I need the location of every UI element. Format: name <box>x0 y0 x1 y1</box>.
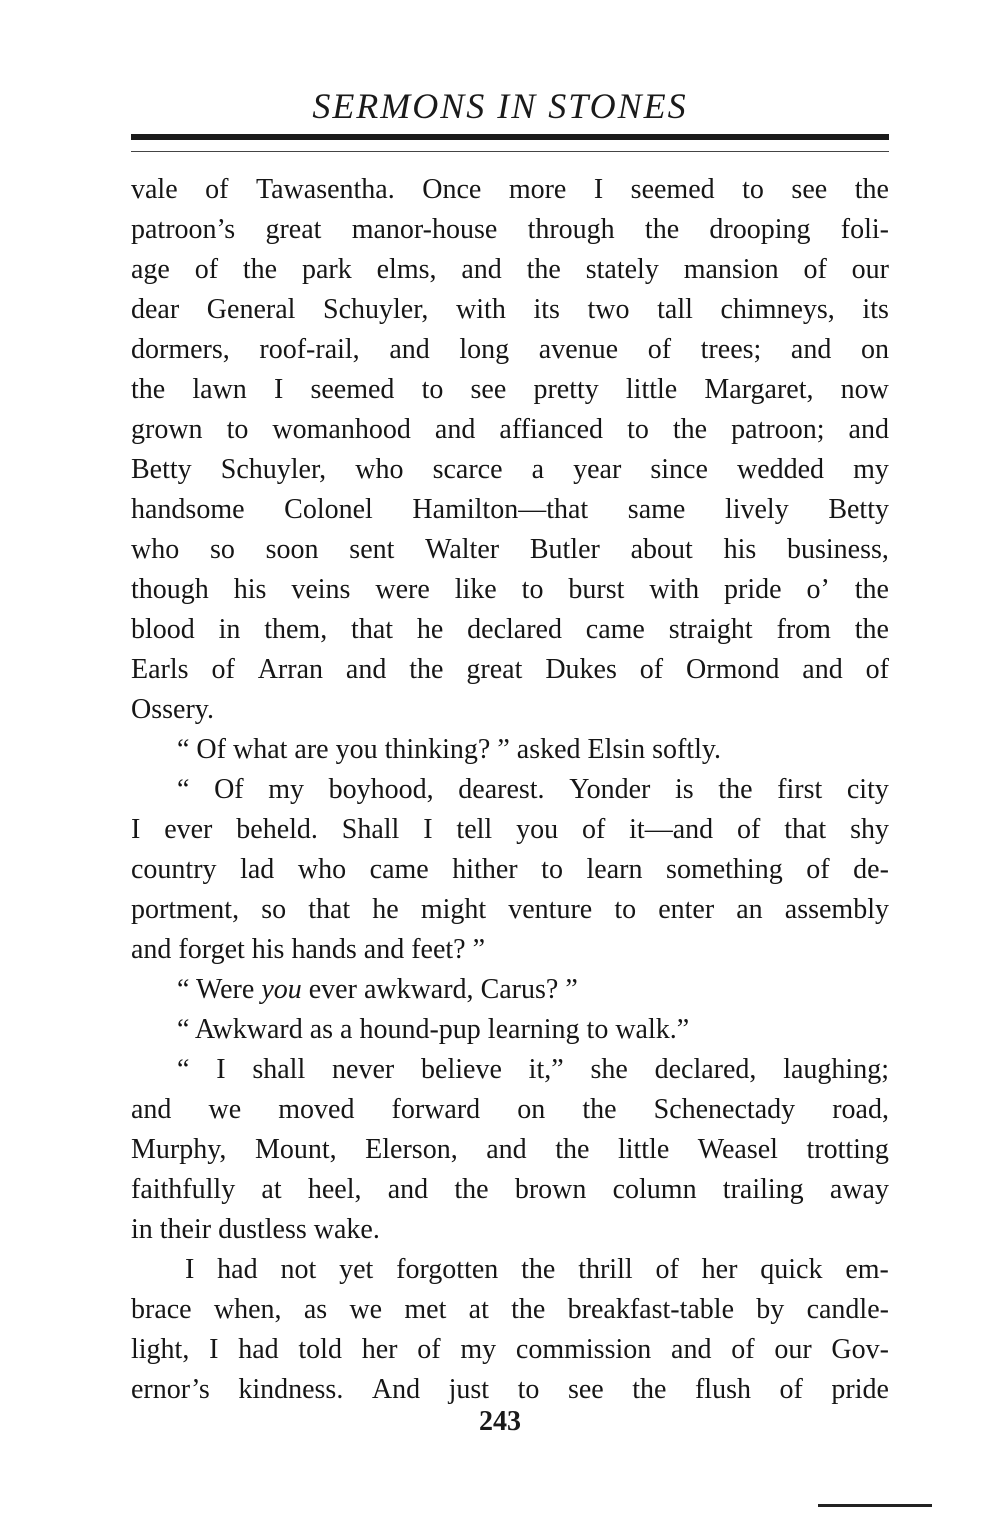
word: and <box>434 414 476 445</box>
word: shall <box>252 1054 306 1085</box>
word: roof-rail, <box>259 334 360 365</box>
word: is <box>674 774 694 805</box>
word: came <box>369 854 429 885</box>
word: candle- <box>806 1294 889 1325</box>
word: you <box>261 974 302 1005</box>
word: little <box>625 374 678 405</box>
word: affianced <box>499 414 604 445</box>
word: never <box>332 1054 395 1085</box>
running-head: SERMONS IN STONES <box>312 86 688 126</box>
word: long <box>459 334 510 365</box>
word: see <box>567 1374 604 1405</box>
word: the <box>718 774 753 805</box>
word: to <box>226 414 249 445</box>
word: an <box>736 894 763 925</box>
word: wedded <box>736 454 825 485</box>
word: of <box>655 1254 679 1285</box>
word: stately <box>585 254 659 285</box>
text-line <box>131 370 889 410</box>
word: quick <box>760 1254 823 1285</box>
word: the <box>582 1094 617 1125</box>
word: in <box>218 614 241 645</box>
word: And <box>371 1374 421 1405</box>
word: Once <box>422 174 482 205</box>
word: who <box>297 854 347 885</box>
body-text <box>131 170 889 1410</box>
word: by <box>756 1294 785 1325</box>
word: Tawasentha. <box>255 174 395 205</box>
word: to <box>627 414 649 445</box>
word: not <box>280 1254 317 1285</box>
word: of <box>417 1334 441 1365</box>
word: like <box>454 574 497 605</box>
word: trailing <box>722 1174 804 1205</box>
word: grown <box>131 414 203 445</box>
word: avenue <box>538 334 619 365</box>
word: straight <box>668 614 753 645</box>
word: of <box>806 854 830 885</box>
word: scarce <box>432 454 503 485</box>
word: heel, <box>307 1174 362 1205</box>
word: at <box>468 1294 489 1325</box>
word: of <box>779 1374 803 1405</box>
word: portment, <box>131 894 240 925</box>
word: brace <box>131 1294 192 1325</box>
word: so <box>209 534 235 565</box>
word: drooping <box>709 214 811 245</box>
word: though <box>131 574 209 605</box>
word: Dukes <box>545 654 617 685</box>
word: little <box>617 1134 670 1165</box>
word: now <box>840 374 889 405</box>
word: Were <box>195 974 255 1005</box>
word: shy <box>850 814 889 845</box>
word: of <box>731 1334 755 1365</box>
word: business, <box>787 534 889 565</box>
word: forgotten <box>396 1254 499 1285</box>
word: of <box>803 254 827 285</box>
word: Hamilton—that <box>412 494 589 525</box>
word: lively <box>724 494 789 525</box>
word: General <box>206 294 296 325</box>
word: and <box>389 334 430 365</box>
word: my <box>460 1334 497 1365</box>
word: Murphy, <box>131 1134 227 1165</box>
word: of <box>865 654 889 685</box>
word: lawn <box>192 374 247 405</box>
word: Earls <box>131 654 189 685</box>
word: trees; <box>700 334 762 365</box>
word: her <box>361 1334 398 1365</box>
word: de- <box>853 854 889 885</box>
text-line <box>131 530 889 570</box>
word: and <box>345 654 387 685</box>
text-line <box>131 970 889 1010</box>
word: forward <box>391 1094 481 1125</box>
word: to <box>421 374 444 405</box>
word: from <box>776 614 831 645</box>
word: had <box>217 1254 258 1285</box>
word: I <box>593 174 604 205</box>
word: we <box>349 1294 383 1325</box>
word: and <box>790 334 832 365</box>
word: park <box>301 254 352 285</box>
word: trotting <box>806 1134 889 1165</box>
word: enter <box>658 894 715 925</box>
word: Schenectady <box>653 1094 796 1125</box>
word: his <box>233 574 267 605</box>
word: it,” <box>528 1054 564 1085</box>
text-line <box>131 770 889 810</box>
word: she <box>590 1054 628 1085</box>
word: learn <box>586 854 643 885</box>
word: and <box>802 654 843 685</box>
text-line <box>131 1170 889 1210</box>
text-line <box>131 1330 889 1370</box>
text-line <box>131 890 889 930</box>
word: on <box>517 1094 546 1125</box>
word: column <box>612 1174 697 1205</box>
word: see <box>791 174 828 205</box>
word: about <box>630 534 693 565</box>
word: ” <box>565 974 578 1005</box>
word: laughing; <box>783 1054 889 1085</box>
word: Gov- <box>831 1334 889 1365</box>
text-line: in their dustless wake. <box>131 1214 380 1245</box>
word: our <box>851 254 889 285</box>
word: commission <box>515 1334 652 1365</box>
word: Ormond <box>686 654 780 685</box>
word: of <box>194 254 219 285</box>
word: the <box>644 214 680 245</box>
text-line <box>131 290 889 330</box>
word: told <box>298 1334 342 1365</box>
word: at <box>261 1174 282 1205</box>
word: declared, <box>654 1054 757 1085</box>
word: had <box>238 1334 279 1365</box>
word: pride <box>831 1374 889 1405</box>
word: thrill <box>578 1254 633 1285</box>
word: Carus? <box>480 974 559 1005</box>
word: yet <box>339 1254 374 1285</box>
text-line <box>131 1050 889 1090</box>
word: that <box>308 894 351 925</box>
word: Of <box>214 774 244 805</box>
word: tell <box>456 814 493 845</box>
text-line <box>131 330 889 370</box>
header-rule-thin <box>131 151 889 152</box>
word: sent <box>349 534 395 565</box>
word: with <box>649 574 700 605</box>
word: believe <box>421 1054 502 1085</box>
word: venture <box>508 894 593 925</box>
word: her <box>701 1254 738 1285</box>
text-line <box>131 570 889 610</box>
word: the <box>454 1174 489 1205</box>
text-line: and forget his hands and feet? ” <box>131 934 486 965</box>
word: Schuyler, <box>323 294 429 325</box>
page-number: 243 <box>479 1406 521 1437</box>
word: I <box>423 814 433 845</box>
word: womanhood <box>272 414 411 445</box>
word: first <box>777 774 823 805</box>
word: to <box>541 854 563 885</box>
word: patroon; <box>731 414 825 445</box>
word: and <box>486 1134 527 1165</box>
word: two <box>587 294 630 325</box>
word: awkward, <box>363 974 474 1005</box>
word: year <box>573 454 622 485</box>
word: great <box>265 214 322 245</box>
word: my <box>853 454 889 485</box>
word: Weasel <box>697 1134 778 1165</box>
word: our <box>774 1334 812 1365</box>
word: vale <box>131 174 178 205</box>
word: veins <box>291 574 351 605</box>
word: chimneys, <box>720 294 835 325</box>
word: ever <box>308 974 357 1005</box>
word: to <box>742 174 764 205</box>
word: elms, <box>376 254 437 285</box>
word: of <box>211 654 235 685</box>
text-line <box>131 650 889 690</box>
word: his <box>723 534 757 565</box>
text-line <box>131 850 889 890</box>
text-line <box>131 410 889 450</box>
word: Schuyler, <box>220 454 327 485</box>
word: the <box>854 574 889 605</box>
word: I <box>273 374 284 405</box>
word: and <box>131 1094 172 1125</box>
word: it—and <box>629 814 714 845</box>
text-line: Ossery. <box>131 694 214 725</box>
word: same <box>627 494 686 525</box>
word: see <box>470 374 507 405</box>
word: I <box>131 814 141 845</box>
word: “ <box>177 974 190 1005</box>
word: when, <box>213 1294 282 1325</box>
word: just <box>448 1374 490 1405</box>
word: foli- <box>840 214 889 245</box>
word: the <box>672 414 708 445</box>
word: faithfully <box>131 1174 236 1205</box>
word: boyhood, <box>328 774 434 805</box>
word: assembly <box>784 894 889 925</box>
word: the <box>854 174 889 205</box>
text-line <box>131 210 889 250</box>
word: blood <box>131 614 195 645</box>
word: came <box>585 614 645 645</box>
word: of <box>205 174 229 205</box>
word: met <box>404 1294 447 1325</box>
word: tall <box>657 294 693 325</box>
text-line <box>131 1290 889 1330</box>
word: great <box>466 654 523 685</box>
text-line <box>131 1090 889 1130</box>
word: I <box>185 1254 195 1285</box>
word: and <box>461 254 502 285</box>
word: the <box>131 374 166 405</box>
word: mansion <box>683 254 779 285</box>
word: burst <box>568 574 625 605</box>
word: the <box>409 654 444 685</box>
text-line <box>131 250 889 290</box>
word: of <box>581 814 606 845</box>
word: I <box>209 1334 219 1365</box>
word: dear <box>131 294 180 325</box>
word: that <box>351 614 394 645</box>
text-line <box>131 810 889 850</box>
word: the <box>521 1254 556 1285</box>
text-line <box>131 170 889 210</box>
word: more <box>508 174 567 205</box>
word: dormers, <box>131 334 230 365</box>
word: as <box>303 1294 328 1325</box>
word: Arran <box>257 654 323 685</box>
word: who <box>131 534 180 565</box>
word: Walter <box>425 534 500 565</box>
word: the <box>854 614 889 645</box>
word: to <box>614 894 637 925</box>
word: its <box>862 294 889 325</box>
word: country <box>131 854 217 885</box>
word: declared <box>467 614 562 645</box>
word: patroon’s <box>131 214 236 245</box>
word: the <box>632 1374 667 1405</box>
text-line <box>131 610 889 650</box>
word: Betty <box>828 494 889 525</box>
word: Elerson, <box>365 1134 458 1165</box>
word: Yonder <box>569 774 651 805</box>
word: might <box>420 894 487 925</box>
word: em- <box>845 1254 889 1285</box>
word: moved <box>278 1094 355 1125</box>
word: lad <box>240 854 275 885</box>
text-line <box>131 450 889 490</box>
word: o’ <box>806 574 830 605</box>
word: he <box>416 614 444 645</box>
text-line: “ Of what are you thinking? ” asked Elsin softly. <box>177 734 722 765</box>
word: Mount, <box>254 1134 337 1165</box>
word: flush <box>694 1374 751 1405</box>
word: and <box>387 1174 429 1205</box>
word: to <box>517 1374 540 1405</box>
word: Butler <box>529 534 600 565</box>
word: through <box>527 214 615 245</box>
word: Shall <box>341 814 400 845</box>
word: of <box>639 654 664 685</box>
word: light, <box>131 1334 190 1365</box>
word: of <box>737 814 761 845</box>
word: kindness. <box>238 1374 344 1405</box>
word: pretty <box>533 374 599 405</box>
word: its <box>533 294 560 325</box>
word: seemed <box>310 374 395 405</box>
word: the <box>526 254 561 285</box>
word: that <box>784 814 827 845</box>
word: I <box>216 1054 226 1085</box>
word: my <box>268 774 305 805</box>
word: ernor’s <box>131 1374 210 1405</box>
word: something <box>666 854 783 885</box>
word: pride <box>724 574 782 605</box>
word: to <box>521 574 544 605</box>
word: a <box>531 454 545 485</box>
word: away <box>829 1174 889 1205</box>
word: with <box>456 294 506 325</box>
word: you <box>516 814 559 845</box>
word: road, <box>832 1094 889 1125</box>
word: breakfast-table <box>567 1294 735 1325</box>
word: manor-house <box>351 214 498 245</box>
text-line <box>131 1130 889 1170</box>
word: hither <box>452 854 518 885</box>
word: were <box>375 574 430 605</box>
word: the <box>242 254 278 285</box>
word: handsome <box>131 494 245 525</box>
word: Betty <box>131 454 192 485</box>
word: city <box>846 774 889 805</box>
word: who <box>355 454 404 485</box>
word: Colonel <box>284 494 373 525</box>
text-line: “ Awkward as a hound-pup learning to walk.” <box>177 1014 690 1045</box>
word: since <box>650 454 708 485</box>
word: he <box>372 894 399 925</box>
word: them, <box>264 614 328 645</box>
word: and <box>848 414 889 445</box>
word: of <box>647 334 672 365</box>
word: soon <box>265 534 319 565</box>
word: dearest. <box>458 774 545 805</box>
word: and <box>671 1334 712 1365</box>
word: the <box>511 1294 546 1325</box>
word: “ <box>177 1054 190 1085</box>
word: brown <box>514 1174 587 1205</box>
text-line <box>131 1250 889 1290</box>
word: the <box>555 1134 590 1165</box>
word: “ <box>177 774 190 805</box>
word: age <box>131 254 170 285</box>
word: we <box>208 1094 242 1125</box>
word: seemed <box>630 174 715 205</box>
word: so <box>261 894 287 925</box>
word: Margaret, <box>704 374 814 405</box>
word: beheld. <box>236 814 318 845</box>
text-line <box>131 490 889 530</box>
word: ever <box>164 814 213 845</box>
header-rule-thick <box>131 134 889 140</box>
word: on <box>860 334 889 365</box>
edge-mark <box>818 1504 932 1507</box>
